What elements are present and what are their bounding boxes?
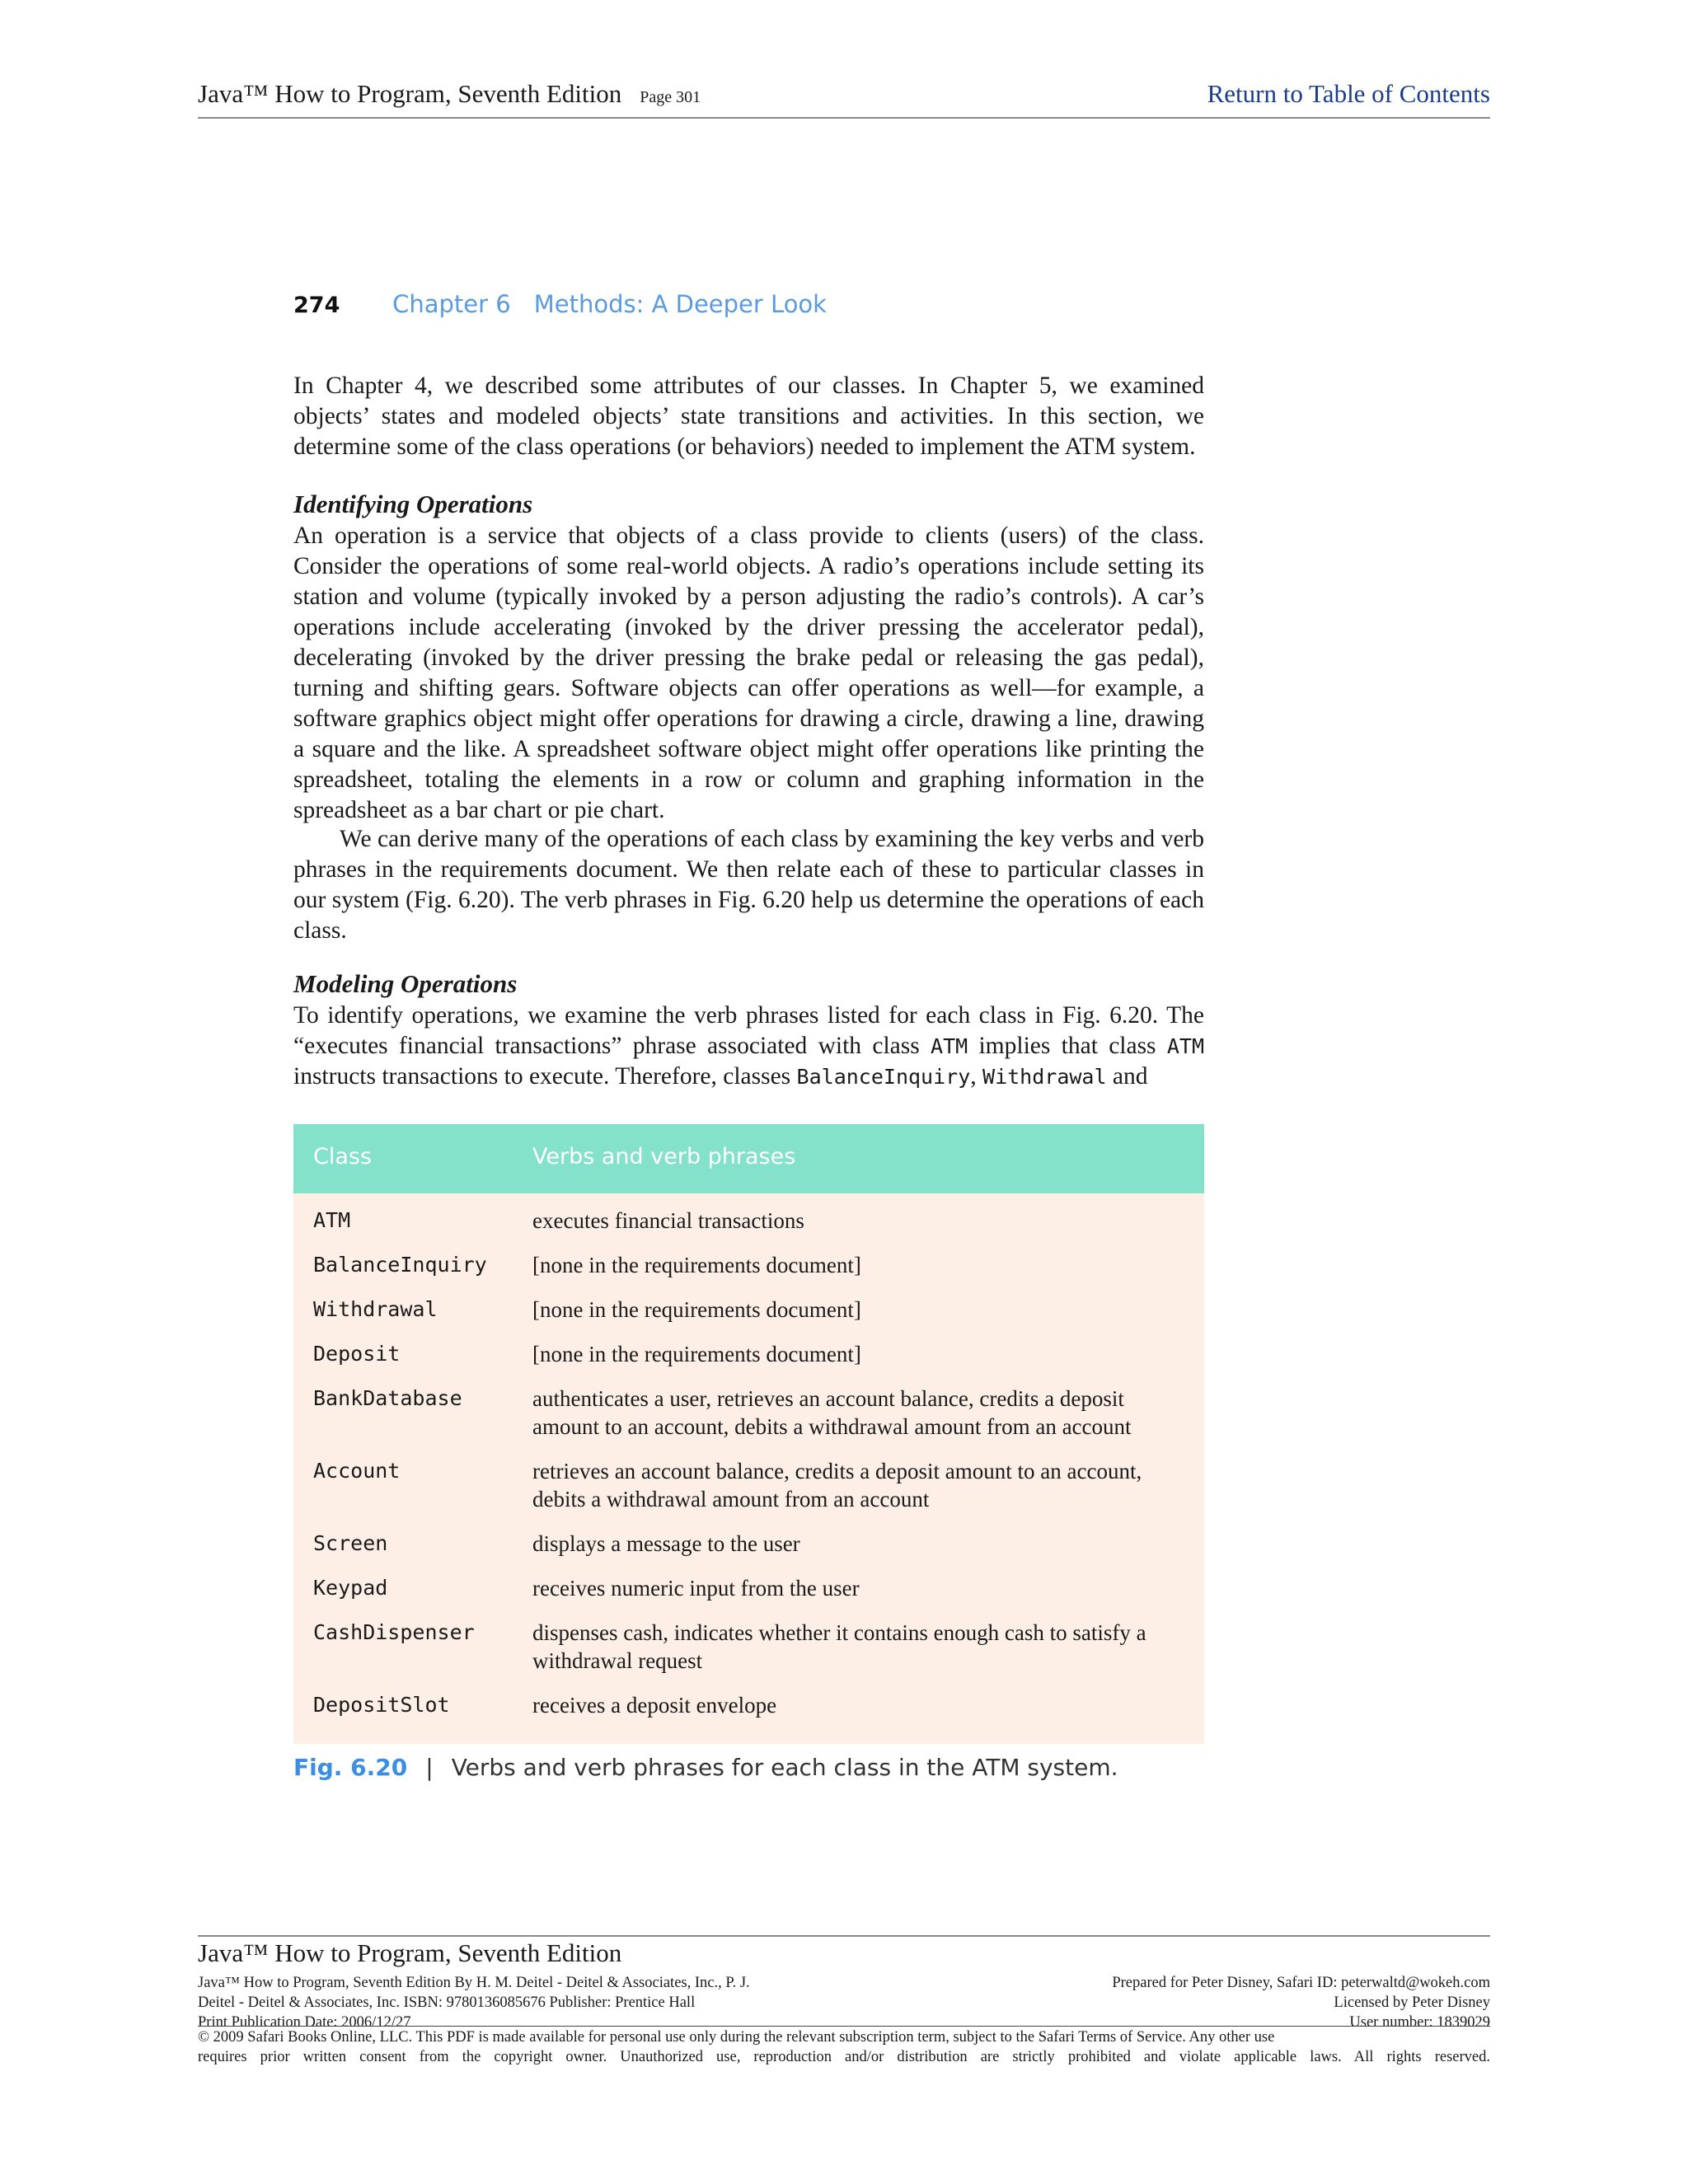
return-to-toc-link[interactable]: Return to Table of Contents — [1207, 79, 1490, 108]
code-withdrawal: Withdrawal — [982, 1065, 1107, 1089]
table-row — [293, 1207, 1204, 1235]
verb-phrases-cell: receives numeric input from the user — [532, 1576, 860, 1601]
chapter-title: Methods: A Deeper Look — [533, 290, 827, 318]
code-atm-2: ATM — [1166, 1034, 1205, 1058]
table-row — [293, 1574, 1204, 1602]
verb-phrases-cell: receives a deposit envelope — [532, 1693, 777, 1718]
verb-phrases-cell: executes financial transactions — [532, 1208, 804, 1233]
paragraph-intro — [293, 371, 1204, 462]
paragraph-operations-text: An operation is a service that objects of a class provide to clients (users) of the class. Consider the operations of some real-world objects. A radio’s operations include setting its station and volume (typically invoked by a person adjusting the radio’s controls). A car’s operations include accelerating (invoked by the driver pressing the accelerator pedal), decelerating (invoked by the driver pressing the brake pedal or releasing the gas pedal), turning and shifting gears. Software objects can offer operations as well—for example, a software graphics object might offer operations for drawing a circle, drawing a line, drawing a square and the like. A spreadsheet software object might offer operations like printing the spreadsheet, totaling the elements in a row or column and graphing information in the spreadsheet as a bar chart or pie chart. — [293, 523, 1204, 823]
col-header-class: Class — [313, 1144, 373, 1169]
modeling-text-e: and — [1106, 1063, 1148, 1090]
class-name-cell: Deposit — [313, 1342, 401, 1366]
class-name-cell: Account — [313, 1459, 401, 1483]
verb-phrases-cell: displays a message to the user — [532, 1531, 800, 1556]
footer-publication-info — [198, 1973, 750, 2032]
copyright-line: requires prior written consent from the copyright owner. Unauthorized use, reproduction and/or distribution are strictly prohibited and violate applicable laws. All rights reserved. — [198, 2049, 1490, 2065]
copyright-line: © 2009 Safari Books Online, LLC. This PDF is made available for personal use only during the relevant subscription term, subject to the Safari Terms of Service. Any other use — [198, 2029, 1275, 2046]
table-row — [293, 1251, 1204, 1279]
table-row — [293, 1457, 1204, 1513]
chapter-label: Chapter 6 — [392, 290, 511, 318]
footer-left-line: Java™ How to Program, Seventh Edition By H. M. Deitel - Deitel & Associates, Inc., P. J. — [198, 1975, 750, 1991]
footer-rule — [198, 1935, 1490, 1937]
verb-phrases-cell: [none in the requirements document] — [532, 1297, 861, 1322]
table-header — [293, 1124, 1204, 1193]
footer-right-line: User number: 1839029 — [1349, 2014, 1490, 2031]
page-header — [198, 76, 1490, 119]
caption-separator: | — [425, 1754, 434, 1781]
class-name-cell: Keypad — [313, 1576, 388, 1600]
verbs-table — [293, 1124, 1204, 1744]
class-name-cell: BankDatabase — [313, 1386, 462, 1410]
verb-phrases-cell: retrieves an account balance, credits a deposit amount to an account, debits a withdrawal amount from an account — [532, 1459, 1142, 1511]
verb-phrases-cell: [none in the requirements document] — [532, 1342, 861, 1366]
table-row — [293, 1691, 1204, 1719]
modeling-text-d: , — [970, 1063, 983, 1090]
header-book-title — [198, 79, 701, 109]
page-number: 274 — [293, 293, 340, 318]
class-name-cell: CashDispenser — [313, 1620, 475, 1644]
class-name-cell: ATM — [313, 1208, 351, 1232]
footer-copyright — [198, 2027, 1490, 2067]
verb-phrases-cell: dispenses cash, indicates whether it contains enough cash to satisfy a withdrawal request — [532, 1620, 1146, 1673]
footer-rule-2 — [198, 2026, 1490, 2027]
verb-phrases-cell: authenticates a user, retrieves an account balance, credits a deposit amount to an account, debits a withdrawal amount from an account — [532, 1386, 1132, 1439]
caption-text: Verbs and verb phrases for each class in the ATM system. — [451, 1754, 1118, 1781]
paragraph-modeling — [293, 1001, 1204, 1092]
footer-left-line: Print Publication Date: 2006/12/27 — [198, 2014, 411, 2031]
footer-left-line: Deitel - Deitel & Associates, Inc. ISBN: 9780136085676 Publisher: Prentice Hall — [198, 1994, 696, 2011]
figure-caption — [293, 1754, 1118, 1781]
table-row — [293, 1385, 1204, 1441]
header-page-label: Page 301 — [640, 88, 701, 106]
modeling-text-a: To identify operations, we examine the verb phrases listed for each class in Fig. 6.20. The “executes financial transactions” phrase associated with class — [293, 1002, 1204, 1059]
code-atm-1: ATM — [931, 1034, 968, 1058]
table-row — [293, 1340, 1204, 1368]
paragraph-derive — [293, 824, 1204, 946]
class-name-cell: Withdrawal — [313, 1297, 438, 1321]
table-row — [293, 1530, 1204, 1558]
figure-label: Fig. 6.20 — [293, 1754, 408, 1781]
footer-book-title: Java™ How to Program, Seventh Edition — [198, 1938, 622, 1967]
verb-phrases-cell: [none in the requirements document] — [532, 1253, 861, 1277]
header-title-text: Java™ How to Program, Seventh Edition — [198, 79, 622, 108]
class-name-cell: Screen — [313, 1531, 388, 1555]
class-name-cell: BalanceInquiry — [313, 1253, 487, 1277]
class-name-cell: DepositSlot — [313, 1693, 450, 1717]
table-row — [293, 1296, 1204, 1324]
paragraph-derive-text: We can derive many of the operations of each class by examining the key verbs and verb phrases in the requirements document. We then relate each of these to particular classes in our system (Fig. 6.20). The verb phrases in Fig. 6.20 help us determine the operations of each class. — [293, 826, 1204, 944]
col-header-verbs: Verbs and verb phrases — [532, 1144, 796, 1169]
table-row — [293, 1619, 1204, 1675]
paragraph-intro-text: In Chapter 4, we described some attributes of our classes. In Chapter 5, we examined objects’ states and modeled objects’ state transitions and activities. In this section, we determine some of the class operations (or behaviors) needed to implement the ATM system. — [293, 373, 1204, 460]
footer-right-line: Licensed by Peter Disney — [1334, 1994, 1490, 2011]
footer-license-info — [1112, 1973, 1490, 2032]
modeling-text-c: instructs transactions to execute. Therefore, classes — [293, 1063, 797, 1090]
heading-identifying-operations: Identifying Operations — [293, 490, 533, 518]
footer-right-line: Prepared for Peter Disney, Safari ID: peterwaltd@wokeh.com — [1112, 1975, 1490, 1991]
code-balanceinquiry: BalanceInquiry — [796, 1065, 971, 1089]
paragraph-operations — [293, 521, 1204, 826]
heading-modeling-operations: Modeling Operations — [293, 969, 518, 998]
modeling-text-b: implies that class — [968, 1033, 1167, 1059]
table-body — [293, 1207, 1204, 1736]
running-head — [293, 290, 850, 318]
